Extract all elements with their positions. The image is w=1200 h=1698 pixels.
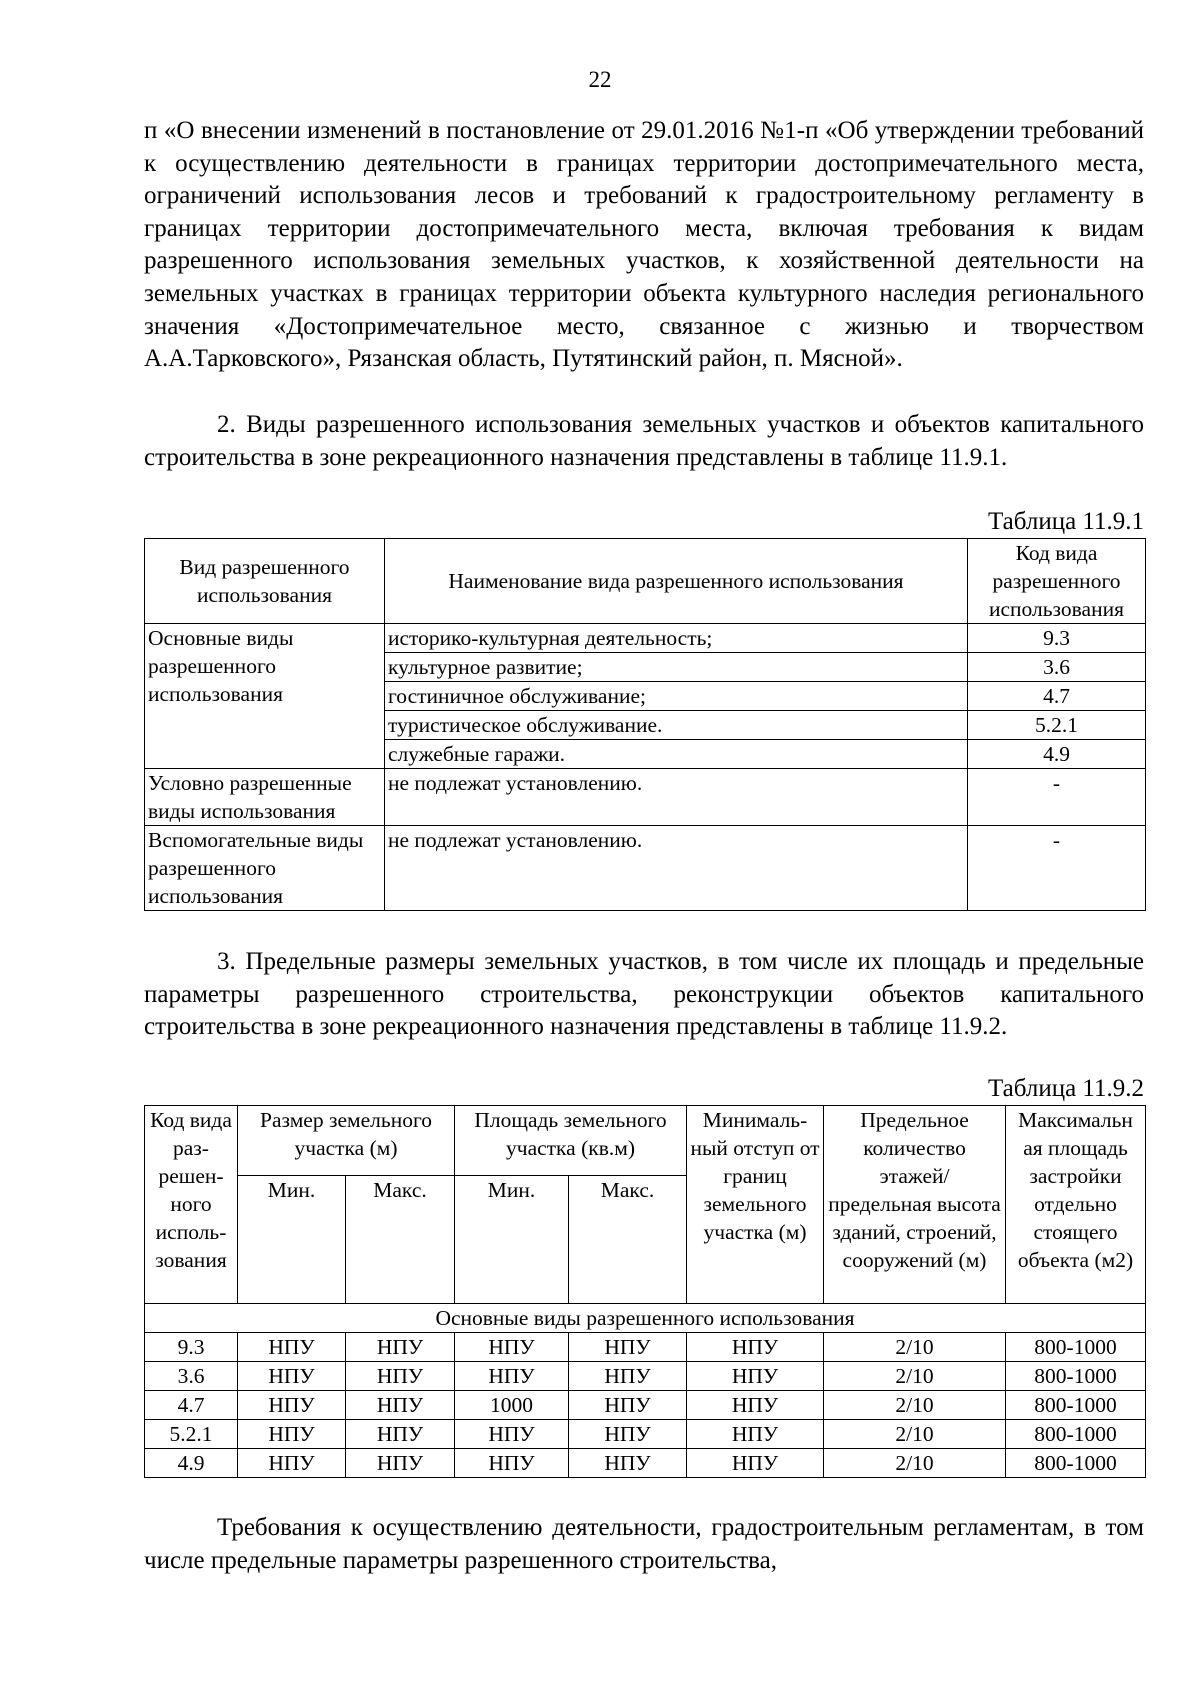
- table-row: [145, 1362, 1146, 1391]
- table-cell: 800-1000: [1006, 1333, 1146, 1362]
- use-name-cell: культурное развитие;: [385, 653, 968, 682]
- table-cell: НПУ: [238, 1449, 346, 1478]
- table-cell: 2/10: [824, 1333, 1006, 1362]
- table-cell: НПУ: [569, 1420, 687, 1449]
- table-cell: НПУ: [346, 1420, 455, 1449]
- table-row: [145, 1420, 1146, 1449]
- use-name-cell: гостиничное обслуживание;: [385, 682, 968, 711]
- paragraph-intro: п «О внесении изменений в постановление от 29.01.2016 №1-п «Об утверждении требований к осуществлению деятельности в границах территории достопримечательного места, ограничений использования лесов и требований к градостроительному регламенту в границах территории достопримечательного места, включая требования к видам разрешенного использования земельных участков, к хозяйственной деятельности на земельных участках в границах территории объекта культурного наследия регионального значения «Достопримечательное место, связанное с жизнью и творчеством А.А.Тарковского», Рязанская область, Путятинский район, п. Мясной».: [144, 117, 1144, 373]
- table-row: [145, 1449, 1146, 1478]
- use-name-cell: не подлежат установлению.: [385, 769, 968, 826]
- table-cell: НПУ: [569, 1333, 687, 1362]
- table-cell: 800-1000: [1006, 1391, 1146, 1420]
- table-cell: НПУ: [687, 1391, 824, 1420]
- table-cell: НПУ: [238, 1420, 346, 1449]
- table-cell: 2/10: [824, 1362, 1006, 1391]
- table-cell: 2/10: [824, 1449, 1006, 1478]
- table-row: [145, 1391, 1146, 1420]
- table-cell: 800-1000: [1006, 1362, 1146, 1391]
- header-plot-size: Размер земельного участка (м): [238, 1106, 455, 1176]
- paragraph-2: 2. Виды разрешенного использования земельных участков и объектов капитального строительства в зоне рекреационного назначения представлены в таблице 11.9.1.: [144, 411, 1144, 471]
- table-cell: НПУ: [687, 1333, 824, 1362]
- table-cell: НПУ: [687, 1449, 824, 1478]
- group-label-auxiliary: Вспомогательные виды разрешенного использования: [145, 826, 385, 911]
- header-setback: Минималь- ный отступ от границ земельного участка (м): [687, 1106, 824, 1304]
- table-11-9-2: [144, 1105, 1146, 1478]
- table-cell: НПУ: [569, 1362, 687, 1391]
- group-label-conditional: Условно разрешенные виды использования: [145, 769, 385, 826]
- table-cell: 800-1000: [1006, 1420, 1146, 1449]
- use-name-cell: не подлежат установлению.: [385, 826, 968, 911]
- table-cell: 2/10: [824, 1391, 1006, 1420]
- header-floors: Предельное количество этажей/ предельная высота зданий, строений, сооружений (м): [824, 1106, 1006, 1304]
- table-cell: НПУ: [238, 1391, 346, 1420]
- table-caption-11-9-1: Таблица 11.9.1: [988, 508, 1144, 535]
- header-code: Код вида раз- решен- ного исполь- зования: [145, 1106, 238, 1304]
- table-cell: НПУ: [569, 1391, 687, 1420]
- table-cell: НПУ: [455, 1449, 569, 1478]
- section-label: Основные виды разрешенного использования: [145, 1304, 1146, 1333]
- table-header-cell: Наименование вида разрешенного использования: [385, 539, 968, 624]
- table-header-cell: Код вида разрешенного использования: [968, 539, 1146, 624]
- table-cell: 1000: [455, 1391, 569, 1420]
- page-number: 22: [588, 67, 612, 92]
- table-cell: 2/10: [824, 1420, 1006, 1449]
- table-cell: НПУ: [238, 1362, 346, 1391]
- header-min: Мин.: [455, 1176, 569, 1304]
- table-11-9-1: [144, 538, 1146, 911]
- use-code-cell: 4.7: [968, 682, 1146, 711]
- table-cell: НПУ: [687, 1420, 824, 1449]
- table-cell: НПУ: [346, 1362, 455, 1391]
- table-cell: 5.2.1: [145, 1420, 238, 1449]
- table-cell: 9.3: [145, 1333, 238, 1362]
- header-min: Мин.: [238, 1176, 346, 1304]
- table-cell: НПУ: [455, 1333, 569, 1362]
- use-code-cell: -: [968, 769, 1146, 826]
- table-cell: НПУ: [346, 1449, 455, 1478]
- table-cell: НПУ: [346, 1333, 455, 1362]
- table-cell: 4.7: [145, 1391, 238, 1420]
- table-cell: НПУ: [238, 1333, 346, 1362]
- use-code-cell: 9.3: [968, 624, 1146, 653]
- use-code-cell: -: [968, 826, 1146, 911]
- table-cell: 800-1000: [1006, 1449, 1146, 1478]
- paragraph-4: Требования к осуществлению деятельности, градостроительным регламентам, в том числе предельные параметры разрешенного строительства,: [144, 1514, 1144, 1574]
- table-cell: НПУ: [455, 1420, 569, 1449]
- table-cell: НПУ: [569, 1449, 687, 1478]
- table-cell: НПУ: [455, 1362, 569, 1391]
- table-cell: НПУ: [346, 1391, 455, 1420]
- table-cell: НПУ: [687, 1362, 824, 1391]
- use-name-cell: историко-культурная деятельность;: [385, 624, 968, 653]
- use-code-cell: 4.9: [968, 740, 1146, 769]
- group-label-main: Основные виды разрешенного использования: [145, 624, 385, 769]
- table-caption-11-9-2: Таблица 11.9.2: [988, 1075, 1144, 1102]
- use-name-cell: служебные гаражи.: [385, 740, 968, 769]
- header-coverage: Максимальн ая площадь застройки отдельно стоящего объекта (м2): [1006, 1106, 1146, 1304]
- header-max: Макс.: [569, 1176, 687, 1304]
- header-plot-area: Площадь земельного участка (кв.м): [455, 1106, 687, 1176]
- table-cell: 4.9: [145, 1449, 238, 1478]
- table-cell: 3.6: [145, 1362, 238, 1391]
- table-row: [145, 1333, 1146, 1362]
- paragraph-3: 3. Предельные размеры земельных участков, в том числе их площадь и предельные параметры разрешенного строительства, реконструкции объектов капитального строительства в зоне рекреационного назначения представлены в таблице 11.9.2.: [144, 948, 1144, 1041]
- use-name-cell: туристическое обслуживание.: [385, 711, 968, 740]
- use-code-cell: 5.2.1: [968, 711, 1146, 740]
- table-header-cell: Вид разрешенного использования: [145, 539, 385, 624]
- header-max: Макс.: [346, 1176, 455, 1304]
- use-code-cell: 3.6: [968, 653, 1146, 682]
